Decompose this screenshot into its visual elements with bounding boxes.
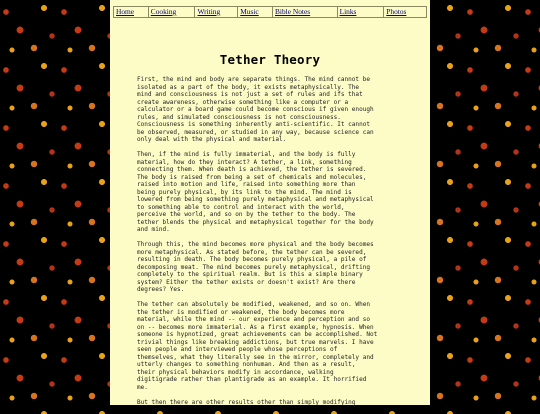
page-title: Tether Theory	[219, 52, 321, 67]
article-paragraph: Then, if the mind is fully immaterial, and the body is fully material, how do they interact? A tether, a link, something connecting them. When death is achieved, the tether is severed. The body is raised from being a set of chemicals and molecules, raised into motion and life, raised into something more than being purely physical, by its link to the mind. The mind is lowered from being something purely metaphysical and metaphysical to something able to control and interact with the world, perceive the world, and so on by the tether to the body. The tether blends the physical and metaphysical together for the body and mind.	[137, 151, 374, 234]
article-paragraph: First, the mind and body are separate things. The mind cannot be isolated as a part of the body, it exists metaphysically. The mind and consciousness is not just a set of rules and ifs that create awareness, otherwise something like a computer or a calculator or a board game could become conscious if given enough rules, and simulated consciousness is not consciousness. Consciousness is something inherently anti-scientific. It cannot be observed, measured, or studied in any way, because science can only deal with the physical and material.	[137, 76, 374, 143]
nav-link-photos[interactable]: Photos	[386, 7, 407, 16]
nav-bar	[113, 6, 427, 18]
article-paragraph: The tether can absolutely be modified, weakened, and so on. When the tether is modified or weakened, the body becomes more material, while the mind -- our experience and perception and so on -- becomes more immaterial. As a first example, hypnosis. When someone is hypnotized, great achievements can be accomplished. Not trivial things like breaking addictions, but true marvels. I have seen people and interviewed people whose perceptions of themselves, what they literally see in the mirror, completely and utterly changes to something nonhuman. And then as a result, their physical behaviors modify in accordance, walking digitigrade rather than plantigrade as an example. It horrified me.	[137, 301, 378, 391]
nav-link-cooking[interactable]: Cooking	[149, 7, 196, 17]
nav-link-links[interactable]: Links	[338, 7, 385, 17]
nav-link-music[interactable]: Music	[238, 7, 273, 17]
nav-link-bible-notes[interactable]: Bible Notes	[273, 7, 338, 17]
article-paragraph: But then there are other results other than simply modifying	[137, 398, 356, 406]
article-body	[137, 76, 403, 414]
nav-link-writing[interactable]: Writing	[195, 7, 238, 17]
nav-link-home[interactable]: Home	[114, 7, 149, 17]
article-paragraph: Through this, the mind becomes more physical and the body becomes more metaphysical. As stated before, the tether can be severed, resulting in death. The body becomes purely physical, a pile of decomposing meat. The mind becomes purely metaphysical, drifting completely to the spiritual realm. But is this a simple binary system? Either the tether exists or doesn't exist? Are there degrees? Yes.	[137, 241, 374, 294]
